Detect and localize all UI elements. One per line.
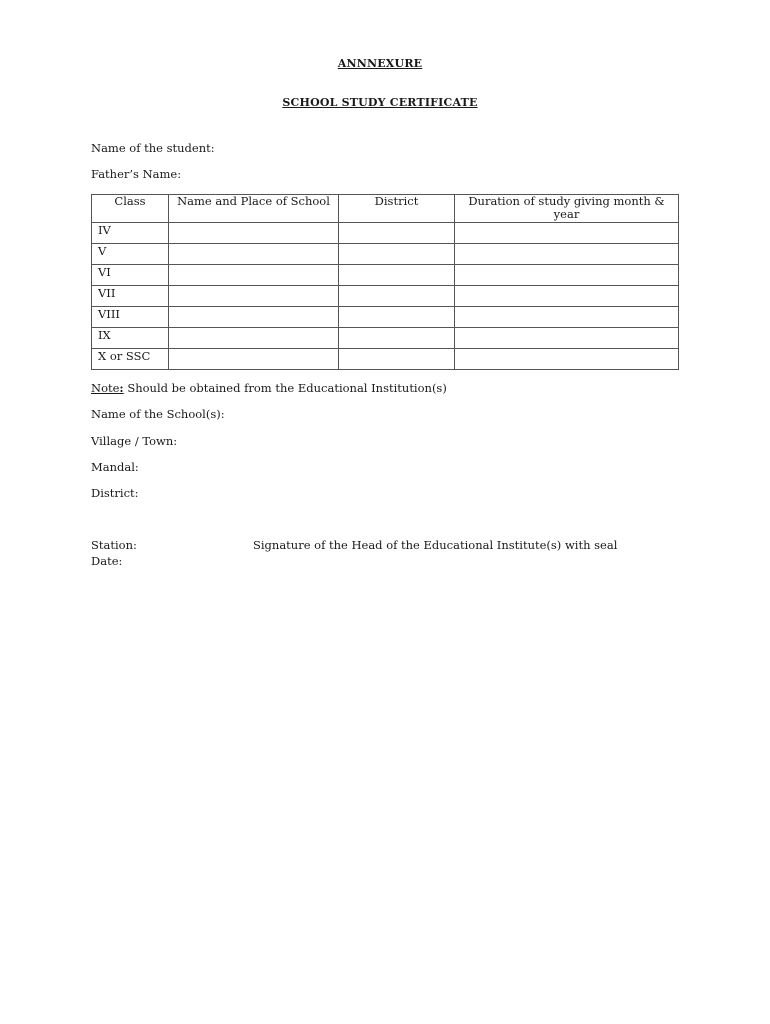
school-name-field xyxy=(91,407,225,421)
table-header-row xyxy=(92,195,679,223)
village-field xyxy=(91,434,177,448)
certificate-title: SCHOOL STUDY CERTIFICATE xyxy=(282,96,478,109)
header-school: Name and Place of School xyxy=(169,195,339,223)
school-cell[interactable] xyxy=(169,265,339,286)
school-cell[interactable] xyxy=(169,223,339,244)
station-label: Station: xyxy=(91,538,137,552)
note-label: Note xyxy=(91,381,120,395)
district-cell[interactable] xyxy=(339,244,455,265)
class-cell: VIII xyxy=(92,307,169,328)
table-row xyxy=(92,328,679,349)
duration-cell[interactable] xyxy=(455,349,679,370)
class-cell: VII xyxy=(92,286,169,307)
note-line xyxy=(91,381,447,395)
header-district: District xyxy=(339,195,455,223)
district-cell[interactable] xyxy=(339,223,455,244)
table-row xyxy=(92,223,679,244)
note-text: Should be obtained from the Educational Institution(s) xyxy=(123,381,447,395)
table-row xyxy=(92,307,679,328)
district-cell[interactable] xyxy=(339,265,455,286)
district-cell[interactable] xyxy=(339,286,455,307)
class-cell: IX xyxy=(92,328,169,349)
district-field xyxy=(91,486,139,500)
header-class: Class xyxy=(92,195,169,223)
station-field xyxy=(91,538,137,552)
district-label: District: xyxy=(91,486,139,500)
school-cell[interactable] xyxy=(169,244,339,265)
header-duration: Duration of study giving month & year xyxy=(455,195,679,223)
district-cell[interactable] xyxy=(339,328,455,349)
father-name-field xyxy=(91,167,181,181)
table-row xyxy=(92,349,679,370)
school-cell[interactable] xyxy=(169,328,339,349)
duration-cell[interactable] xyxy=(455,286,679,307)
student-name-field xyxy=(91,141,215,155)
table-row xyxy=(92,244,679,265)
duration-cell[interactable] xyxy=(455,223,679,244)
class-cell: VI xyxy=(92,265,169,286)
duration-cell[interactable] xyxy=(455,328,679,349)
mandal-label: Mandal: xyxy=(91,460,139,474)
mandal-field xyxy=(91,460,139,474)
father-name-label: Father’s Name: xyxy=(91,167,182,181)
duration-cell[interactable] xyxy=(455,244,679,265)
school-cell[interactable] xyxy=(169,286,339,307)
district-cell[interactable] xyxy=(339,349,455,370)
date-field xyxy=(91,554,122,568)
table-row xyxy=(92,286,679,307)
duration-cell[interactable] xyxy=(455,265,679,286)
class-cell: V xyxy=(92,244,169,265)
date-label: Date: xyxy=(91,554,123,568)
class-cell: IV xyxy=(92,223,169,244)
class-cell: X or SSC xyxy=(92,349,169,370)
district-cell[interactable] xyxy=(339,307,455,328)
school-cell[interactable] xyxy=(169,307,339,328)
student-name-label: Name of the student: xyxy=(91,141,215,155)
school-cell[interactable] xyxy=(169,349,339,370)
note-colon: : xyxy=(119,381,124,395)
village-label: Village / Town: xyxy=(91,434,178,448)
school-name-label: Name of the School(s): xyxy=(91,407,225,421)
duration-cell[interactable] xyxy=(455,307,679,328)
study-table xyxy=(91,194,679,370)
signature-label: Signature of the Head of the Educational Institute(s) with seal xyxy=(253,538,618,552)
table-row xyxy=(92,265,679,286)
annexure-title: ANNNEXURE xyxy=(337,57,423,70)
